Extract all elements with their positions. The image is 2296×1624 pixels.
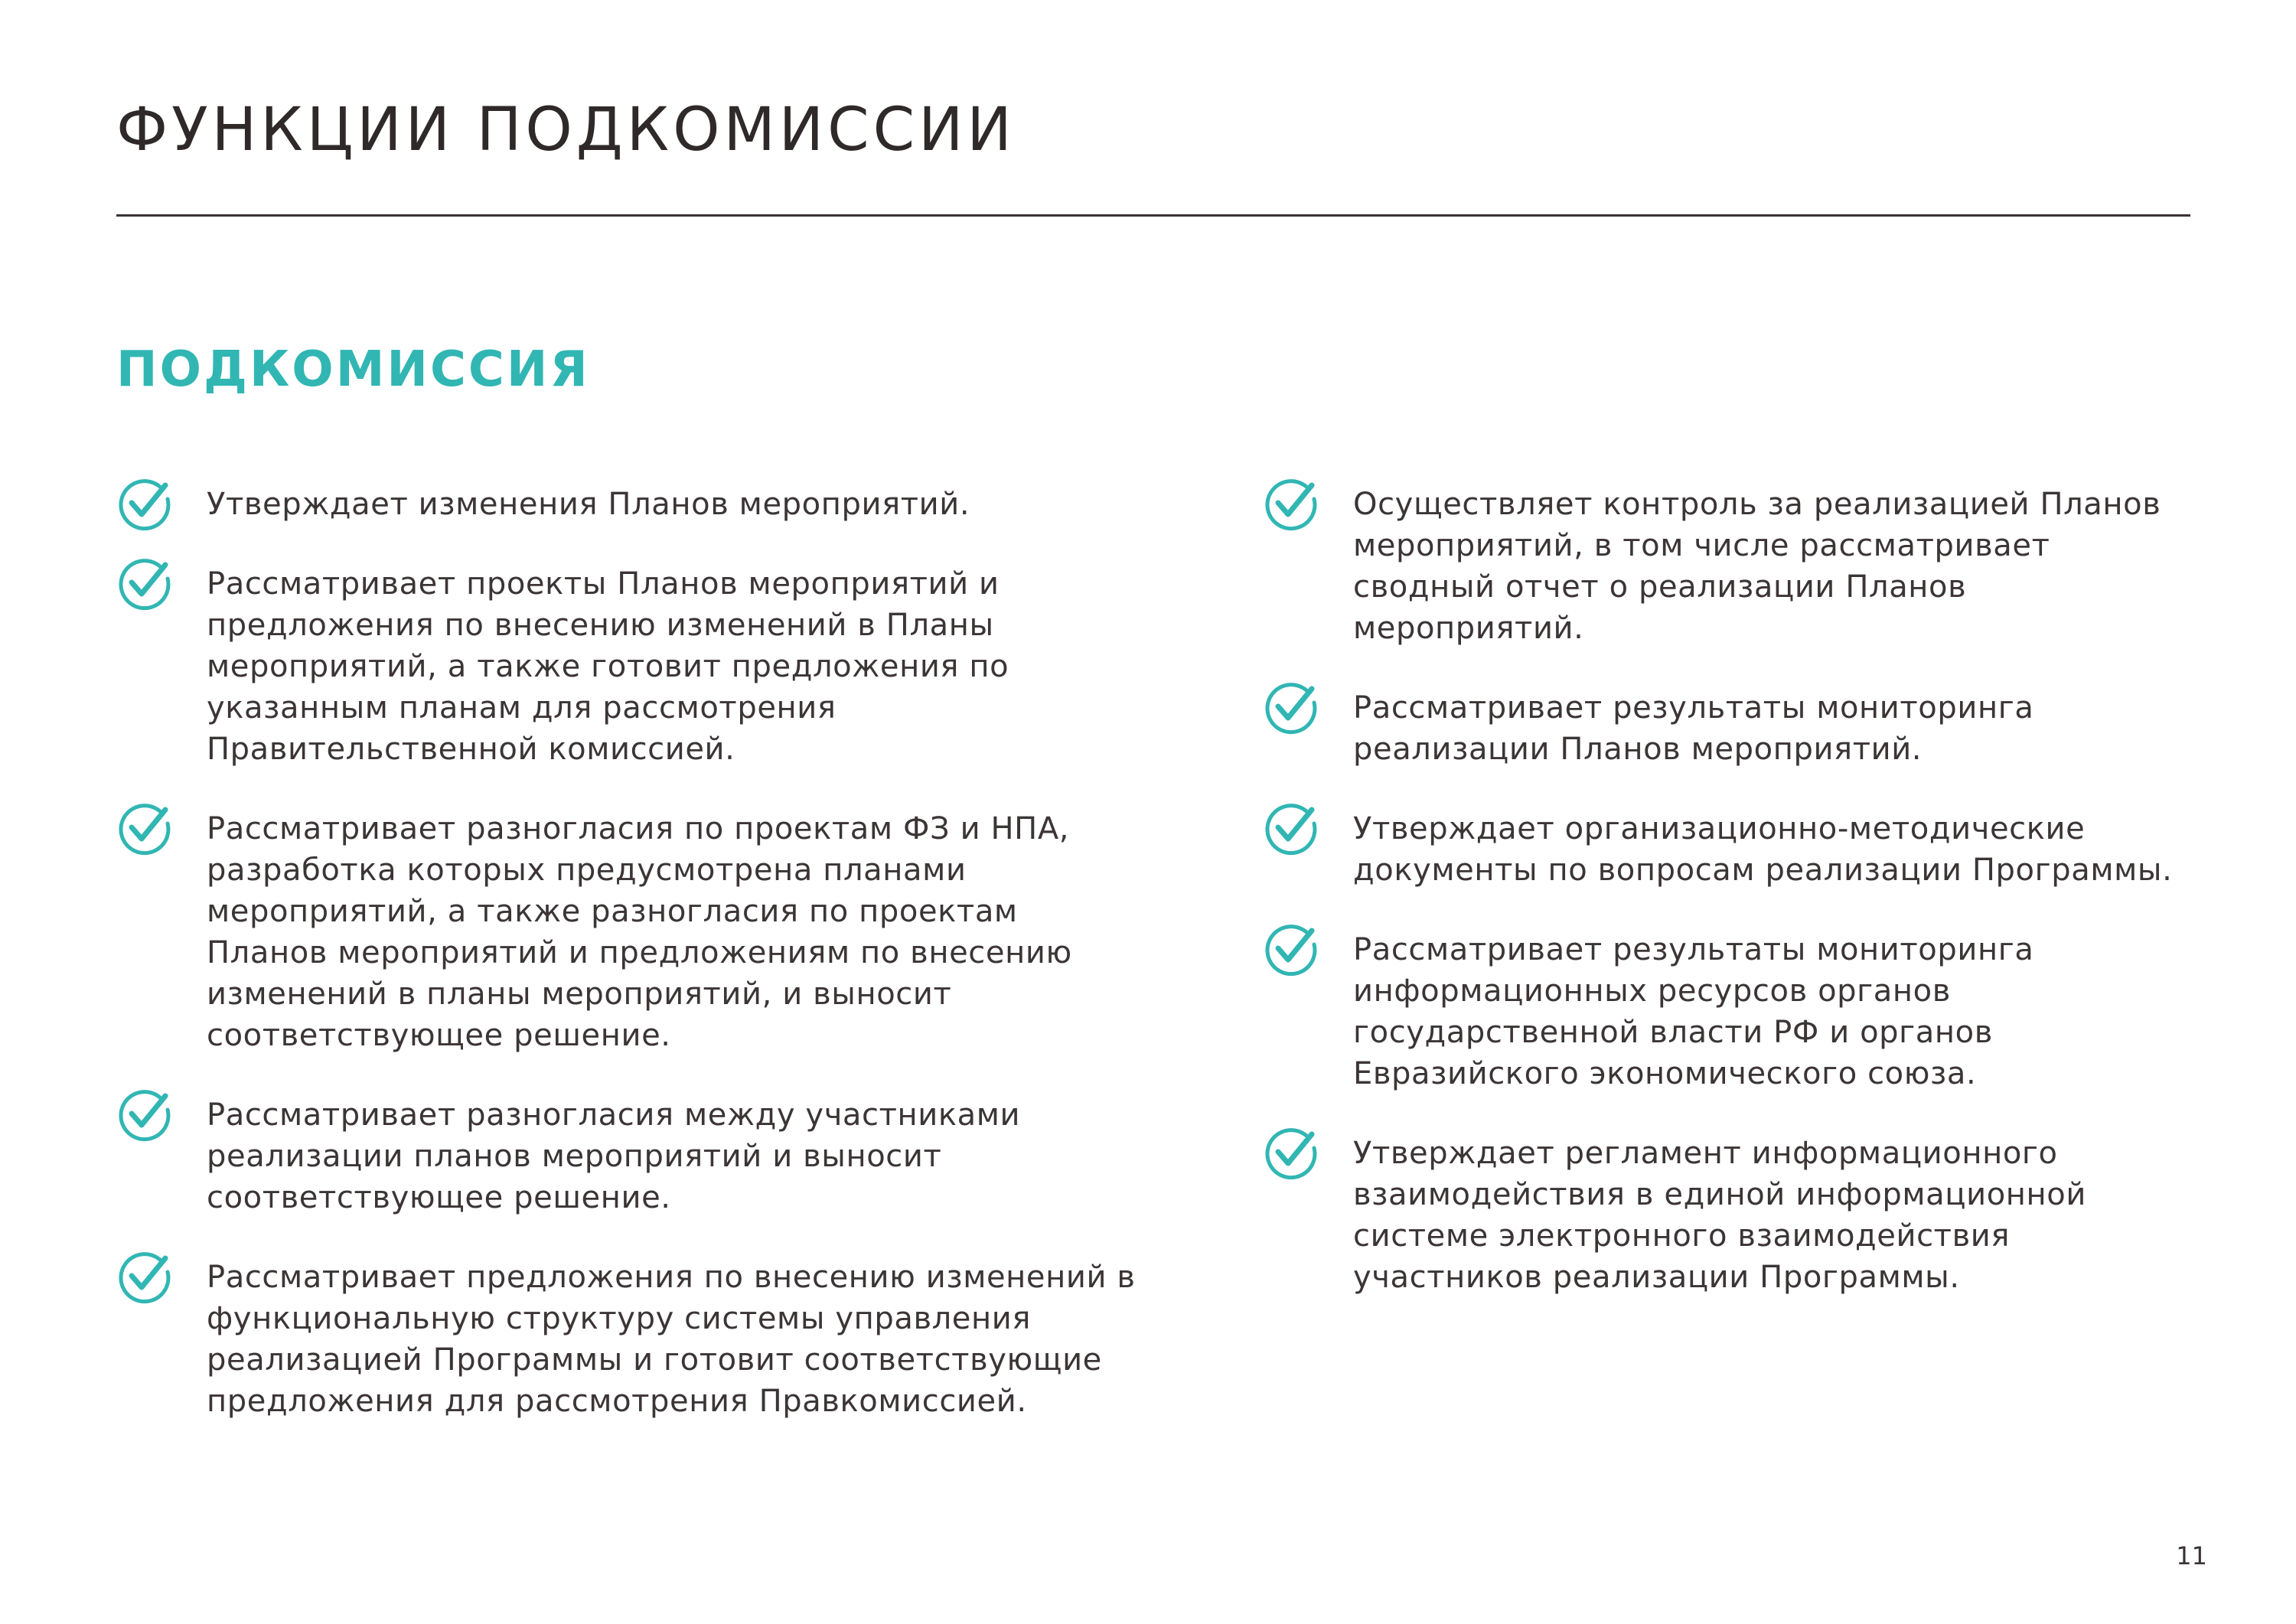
function-text: Рассматривает разногласия между участниками реализации планов мероприятий и выносит соответствующее решение. [207, 1097, 1021, 1215]
function-item [116, 1249, 1142, 1422]
check-circle-icon [116, 1087, 173, 1143]
function-item [116, 801, 1142, 1056]
section-heading: ПОДКОМИССИЯ [116, 341, 590, 398]
function-text: Осуществляет контроль за реализацией Планов мероприятий, в том числе рассматривает сводный отчет о реализации Планов мероприятий. [1353, 487, 2161, 646]
function-text: Рассматривает разногласия по проектам ФЗ и НПА, разработка которых предусмотрена планами мероприятий, а также разногласия по проектам Планов мероприятий и предложениям по внесению изменений в планы мероприятий, и выносит соответствующее решение. [207, 811, 1072, 1053]
page-number: 11 [2176, 1541, 2207, 1570]
check-circle-icon [1263, 476, 1319, 533]
function-text: Рассматривает предложения по внесению изменений в функциональную структуру системы управления реализацией Программы и готовит соответствующие предложения для рассмотрения Правкомиссией. [207, 1260, 1136, 1419]
check-circle-icon [116, 801, 173, 857]
function-item [1263, 1125, 2197, 1298]
function-item [116, 556, 1142, 770]
function-item [1263, 476, 2197, 649]
page-title: ФУНКЦИИ ПОДКОМИССИИ [116, 96, 1016, 165]
function-text: Рассматривает проекты Планов мероприятий и предложения по внесению изменений в Планы мероприятий, а также готовит предложения по указанным планам для рассмотрения Правительственной комиссией. [207, 566, 1009, 767]
function-text: Утверждает организационно-методические документы по вопросам реализации Программы. [1353, 811, 2173, 888]
function-text: Утверждает изменения Планов мероприятий. [207, 487, 970, 522]
check-circle-icon [116, 476, 173, 533]
function-item [116, 476, 1142, 525]
function-text: Рассматривает результаты мониторинга реализации Планов мероприятий. [1353, 690, 2034, 767]
function-item [116, 1087, 1142, 1218]
check-circle-icon [1263, 680, 1319, 736]
function-text: Рассматривает результаты мониторинга информационных ресурсов органов государственной власти РФ и органов Евразийского экономического союза. [1353, 932, 2034, 1091]
function-item [1263, 680, 2197, 770]
check-circle-icon [116, 1249, 173, 1306]
title-divider [116, 214, 2190, 217]
functions-list-left [116, 476, 1142, 1453]
check-circle-icon [1263, 921, 1319, 978]
function-text: Утверждает регламент информационного взаимодействия в единой информационной системе электронного взаимодействия участников реализации Программы. [1353, 1136, 2086, 1295]
check-circle-icon [1263, 1125, 1319, 1182]
functions-list-right [1263, 476, 2197, 1329]
function-item [1263, 921, 2197, 1094]
check-circle-icon [116, 556, 173, 612]
check-circle-icon [1263, 801, 1319, 857]
function-item [1263, 801, 2197, 891]
